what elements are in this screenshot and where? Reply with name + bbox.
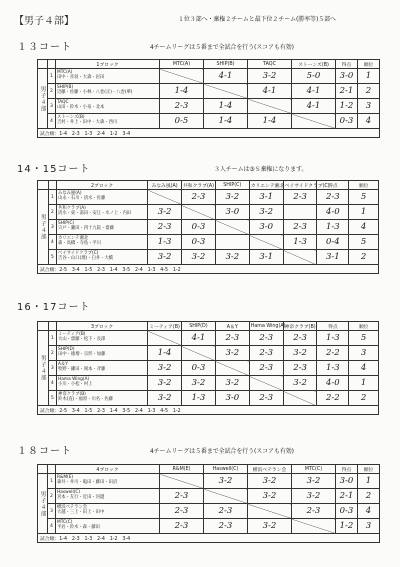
score-cell: 0-3 xyxy=(181,361,215,376)
column-header: 順位 xyxy=(358,60,380,69)
column-header: A＆Y xyxy=(215,322,249,331)
score-cell: 2-3 xyxy=(249,361,283,376)
column-header: Hama Wing(A) xyxy=(250,323,286,329)
column-header: 横浜ベテラン会 xyxy=(248,465,292,474)
block-title: 1ブロック xyxy=(56,60,160,69)
division-label: 男子４部 xyxy=(38,474,48,534)
score-cell: 2-3 xyxy=(204,519,248,534)
score-cell: 3-2 xyxy=(148,205,182,220)
team-members: 平岩・鈴木・森・藤田 xyxy=(57,525,100,530)
self-match-cell xyxy=(160,69,204,84)
court-heading-3: 16・17コート xyxy=(17,302,91,313)
score-cell: 3-2 xyxy=(181,250,215,265)
points-cell: 3-1 xyxy=(317,250,349,265)
rank-cell: 2 xyxy=(358,84,380,99)
block-table-2 xyxy=(37,180,379,274)
column-header: 順位 xyxy=(349,181,379,190)
team-cell xyxy=(57,220,148,235)
team-members: 森・高橋・寺島・平川 xyxy=(58,241,102,246)
self-match-cell xyxy=(292,114,336,129)
row-number: 2 xyxy=(48,205,56,220)
team-members: 山田・鈴木・小泉・北本 xyxy=(57,105,105,110)
column-header: SHIP(D) xyxy=(181,322,215,331)
column-header: 得点 xyxy=(317,322,349,331)
column-header: MTC(A) xyxy=(160,60,204,69)
team-cell xyxy=(56,84,160,99)
score-cell: 3-2 xyxy=(148,376,182,391)
row-number: 3 xyxy=(48,220,56,235)
self-match-cell xyxy=(160,474,204,489)
team-members: 大山・齋藤・松下・長澤 xyxy=(58,337,106,342)
row-number: 4 xyxy=(48,235,56,250)
score-cell: 0-3 xyxy=(181,235,215,250)
score-cell: 3-0 xyxy=(249,220,283,235)
block-title: 4ブロック xyxy=(56,465,160,474)
rank-cell: 4 xyxy=(349,361,379,376)
team-name: SHIP(C) xyxy=(58,221,75,227)
rank-cell: 2 xyxy=(349,391,379,406)
team-members: 清水・東・湯田・安江・水ノ上・内田 xyxy=(58,211,132,216)
self-match-cell xyxy=(249,235,283,250)
court-heading-2: 14・15コート xyxy=(17,164,91,175)
score-cell: 3-1 xyxy=(249,250,283,265)
self-match-cell xyxy=(283,391,317,406)
points-cell: 2-2 xyxy=(317,391,349,406)
team-members: 鈴木(直)・福原・川名・佐藤 xyxy=(58,397,113,402)
score-cell: 2-3 xyxy=(160,519,204,534)
score-cell: 2-3 xyxy=(283,220,317,235)
score-cell: 2-3 xyxy=(204,504,248,519)
rank-cell: 5 xyxy=(349,235,379,250)
row-number: 4 xyxy=(48,519,56,534)
rank-cell: 3 xyxy=(358,519,380,534)
self-match-cell xyxy=(181,346,215,361)
team-members: 森井・井川・亀田・藤田・田沼 xyxy=(57,480,118,485)
self-match-cell xyxy=(215,361,249,376)
team-name: ミーティア(B) xyxy=(58,332,86,338)
score-cell: 3-2 xyxy=(204,474,248,489)
row-number: 2 xyxy=(48,84,56,99)
rank-cell: 1 xyxy=(358,474,380,489)
team-name: R&M(E) xyxy=(57,475,74,481)
score-cell: 3-2 xyxy=(249,205,283,220)
team-cell xyxy=(56,69,160,84)
team-members: 田中・赤羽・大森・岩田 xyxy=(57,75,105,80)
self-match-cell xyxy=(283,250,317,265)
self-match-cell xyxy=(248,99,292,114)
court-note-2: ３人チームは③Ｓ棄権になります。 xyxy=(214,166,308,173)
row-number: 2 xyxy=(48,346,56,361)
rank-cell: 5 xyxy=(349,331,379,346)
team-members: 田中・徳増・宗形・加藤 xyxy=(58,352,106,357)
score-cell: 1-4 xyxy=(204,99,248,114)
match-order: 試合順：1-4 2-3 1-3 2-4 1-2 3-4 xyxy=(38,534,380,543)
score-cell: 3-2 xyxy=(248,474,292,489)
division-label: 男子４部 xyxy=(38,331,49,406)
score-cell: 4-1 xyxy=(248,84,292,99)
team-cell xyxy=(57,361,148,376)
rank-cell: 1 xyxy=(349,376,379,391)
self-match-cell xyxy=(292,519,336,534)
column-header: 順位 xyxy=(358,465,380,474)
score-cell: 2-3 xyxy=(292,504,336,519)
team-cell xyxy=(56,114,160,129)
score-cell: 5-0 xyxy=(292,69,336,84)
score-cell: 1-3 xyxy=(283,235,317,250)
team-cell xyxy=(57,391,148,406)
score-cell: 3-2 xyxy=(292,474,336,489)
row-number: 1 xyxy=(48,69,56,84)
rank-cell: 3 xyxy=(349,346,379,361)
score-cell: 3-0 xyxy=(215,391,249,406)
column-header: 得点 xyxy=(336,60,358,69)
score-cell: 3-2 xyxy=(215,250,249,265)
row-number: 3 xyxy=(48,99,56,114)
self-match-cell xyxy=(148,190,182,205)
team-name: ストーンズ(B) xyxy=(57,115,85,121)
column-header: 順位 xyxy=(349,322,379,331)
score-cell: 1-4 xyxy=(248,114,292,129)
score-cell: 3-2 xyxy=(215,376,249,391)
row-number: 5 xyxy=(48,391,56,406)
score-cell: 4-1 xyxy=(292,84,336,99)
team-cell xyxy=(56,489,160,504)
row-number: 4 xyxy=(48,376,56,391)
score-cell: 3-2 xyxy=(283,376,317,391)
row-number: 1 xyxy=(48,474,56,489)
court-note-4: 4チームリーグは５番まで全試合を行う(スコアも有効) xyxy=(150,448,294,455)
score-cell: 2-3 xyxy=(283,331,317,346)
row-number: 2 xyxy=(48,489,56,504)
team-members: 吉谷・山口(理)・臼井・大橋 xyxy=(58,256,113,261)
score-cell: 4-1 xyxy=(204,69,248,84)
points-cell: 2-1 xyxy=(336,489,358,504)
rank-cell: 4 xyxy=(358,114,380,129)
score-cell: 1-4 xyxy=(148,346,182,361)
team-cell xyxy=(56,99,160,114)
court-note-1: 4チームリーグは５番まで全試合を行う(スコアも有効) xyxy=(150,44,294,51)
row-number: 3 xyxy=(48,361,56,376)
points-cell: 1-3 xyxy=(317,331,349,346)
score-cell: 3-2 xyxy=(148,361,182,376)
points-cell: 1-2 xyxy=(336,99,358,114)
column-header: 得点 xyxy=(317,181,349,190)
block-table-3 xyxy=(37,321,379,415)
team-members: 大越・三上・田上・田中 xyxy=(57,510,105,515)
points-cell: 2-3 xyxy=(317,190,349,205)
team-cell xyxy=(57,190,148,205)
team-cell xyxy=(57,376,148,391)
team-name: MTC(A) xyxy=(57,70,73,76)
score-cell: 1-3 xyxy=(181,391,215,406)
column-header: TAQC xyxy=(248,60,292,69)
points-cell: 4-0 xyxy=(317,376,349,391)
score-cell: 3-2 xyxy=(148,391,182,406)
score-cell: 3-2 xyxy=(283,346,317,361)
score-cell: 3-2 xyxy=(248,489,292,504)
points-cell: 2-1 xyxy=(336,84,358,99)
score-cell: 2-3 xyxy=(160,99,204,114)
score-cell: 2-3 xyxy=(283,361,317,376)
score-cell: 2-3 xyxy=(181,190,215,205)
team-name: MTC(C) xyxy=(57,520,73,526)
match-order: 試合順：1-4 2-3 1-3 2-4 1-2 3-4 xyxy=(38,129,380,138)
score-cell: 2-3 xyxy=(160,504,204,519)
points-cell: 0-3 xyxy=(336,504,358,519)
score-cell: 0-3 xyxy=(181,220,215,235)
team-cell xyxy=(56,504,160,519)
column-header: SHIP(C) xyxy=(215,181,249,190)
team-members: 牧野・鎌田・岡本・斉藤 xyxy=(58,367,106,372)
column-header: R&M(E) xyxy=(160,465,204,474)
score-cell: 3-1 xyxy=(249,190,283,205)
court-heading-4: １８コート xyxy=(17,446,72,457)
row-number: 3 xyxy=(48,504,56,519)
rank-cell: 1 xyxy=(349,205,379,220)
score-cell xyxy=(283,205,317,220)
team-name: 横浜ベテラン会 xyxy=(57,505,88,511)
block-table-1 xyxy=(37,59,380,138)
column-header: ストーンズ(B) xyxy=(292,60,336,69)
team-cell xyxy=(57,346,148,361)
self-match-cell xyxy=(181,205,215,220)
score-cell: 2-3 xyxy=(215,331,249,346)
score-cell: 1-3 xyxy=(148,235,182,250)
block-title: 3ブロック xyxy=(57,322,148,331)
score-cell: 2-3 xyxy=(249,346,283,361)
column-header: 神奈クラブ(B) xyxy=(283,322,317,331)
column-header: MTC(C) xyxy=(292,465,336,474)
points-cell: 2-2 xyxy=(317,346,349,361)
page-title: 【男子４部】 xyxy=(14,16,74,27)
court-heading-1: １３コート xyxy=(17,42,72,53)
score-cell: 2-3 xyxy=(249,331,283,346)
team-name: A＆Y xyxy=(58,362,68,368)
self-match-cell xyxy=(148,331,182,346)
score-cell xyxy=(215,235,249,250)
points-cell: 3-0 xyxy=(336,474,358,489)
score-cell: 3-2 xyxy=(248,519,292,534)
score-cell: 2-3 xyxy=(148,220,182,235)
team-name: 神奈クラブ(B) xyxy=(58,392,86,398)
score-cell: 3-0 xyxy=(215,205,249,220)
team-name: TAQC xyxy=(57,100,69,106)
points-cell: 1-2 xyxy=(336,519,358,534)
self-match-cell xyxy=(204,84,248,99)
team-cell xyxy=(57,205,148,220)
column-header: ベイサイドクラブ(C) xyxy=(283,181,317,190)
score-cell: 4-1 xyxy=(292,99,336,114)
rank-cell: 1 xyxy=(358,69,380,84)
team-members: 宮本・友行・近田・河邊 xyxy=(57,495,105,500)
score-cell: 2-3 xyxy=(283,190,317,205)
score-cell: 3-2 xyxy=(248,69,292,84)
score-cell: 1-4 xyxy=(160,84,204,99)
team-cell xyxy=(56,474,160,489)
column-header: みなみ風(A) xyxy=(148,181,182,190)
score-cell: 3-2 xyxy=(148,250,182,265)
score-cell: 3-2 xyxy=(215,190,249,205)
self-match-cell xyxy=(249,376,283,391)
points-cell: 0-3 xyxy=(336,114,358,129)
team-members: 山永・石川・清水・佐藤 xyxy=(58,196,106,201)
points-cell: 1-3 xyxy=(317,220,349,235)
team-members: 宍戸・瀬田・四十九院・齋藤 xyxy=(58,226,114,231)
team-members: 吉村・井上・田中・大森・西川 xyxy=(57,120,118,125)
team-name: SHIP(D) xyxy=(58,347,75,353)
score-cell: 2-3 xyxy=(160,489,204,504)
team-name: カリエンテ湘北 xyxy=(58,236,89,242)
self-match-cell xyxy=(204,489,248,504)
team-name: 共和クラブ(A) xyxy=(58,206,86,212)
block-table-4 xyxy=(37,464,380,543)
score-cell: 3-2 xyxy=(215,346,249,361)
division-label: 男子４部 xyxy=(38,190,49,265)
row-number: 5 xyxy=(48,250,56,265)
points-cell: 4-0 xyxy=(317,205,349,220)
team-cell xyxy=(57,235,148,250)
match-order: 試合順：2-5 3-4 1-5 2-3 1-4 3-5 2-4 1-3 4-5 1-2 xyxy=(38,406,379,415)
points-cell: 3-0 xyxy=(336,69,358,84)
promotion-note: １位３部へ・棄権２チームと最下位２チーム(勝率等)５部へ xyxy=(178,16,336,23)
column-header: 共和クラブ(A) xyxy=(181,181,215,190)
points-cell: 1-3 xyxy=(317,361,349,376)
rank-cell: 4 xyxy=(358,504,380,519)
row-number: 1 xyxy=(48,331,56,346)
team-name: ベイサイドクラブ(C) xyxy=(58,251,99,257)
team-name: SHIP(B) xyxy=(57,85,74,91)
column-header: Haswell(C) xyxy=(204,465,248,474)
row-number: 4 xyxy=(48,114,56,129)
rank-cell: 4 xyxy=(349,220,379,235)
team-name: Haswell(C) xyxy=(57,490,81,496)
rank-cell: 5 xyxy=(349,190,379,205)
column-header: カリエンテ湘北 xyxy=(249,181,283,190)
column-header: ミーティア(B) xyxy=(148,322,182,331)
column-header: 得点 xyxy=(336,465,358,474)
rank-cell: 3 xyxy=(358,99,380,114)
team-cell xyxy=(57,250,148,265)
score-cell: 0-5 xyxy=(160,114,204,129)
block-title: 2ブロック xyxy=(57,181,148,190)
row-number: 1 xyxy=(48,190,56,205)
rank-cell: 2 xyxy=(358,489,380,504)
team-members: 小川・小松・村上 xyxy=(58,382,93,387)
self-match-cell xyxy=(248,504,292,519)
score-cell: 2-3 xyxy=(249,391,283,406)
score-cell: 4-1 xyxy=(181,331,215,346)
self-match-cell xyxy=(215,220,249,235)
points-cell: 0-4 xyxy=(317,235,349,250)
match-order: 試合順：2-5 3-4 1-5 2-3 1-4 3-5 2-4 1-3 4-5 1-2 xyxy=(38,265,379,274)
team-name: Hama Wing(A) xyxy=(58,377,90,383)
column-header: SHIP(B) xyxy=(204,60,248,69)
team-members: 迈藤・佐藤・小林・八巻(正)・八巻(華) xyxy=(57,90,133,95)
team-cell xyxy=(57,331,148,346)
team-name: みなみ風(A) xyxy=(58,191,82,197)
division-label: 男子４部 xyxy=(38,69,48,129)
score-cell: 1-4 xyxy=(204,114,248,129)
team-cell xyxy=(56,519,160,534)
score-cell: 3-2 xyxy=(181,376,215,391)
score-cell: 3-2 xyxy=(292,489,336,504)
rank-cell: 2 xyxy=(349,250,379,265)
